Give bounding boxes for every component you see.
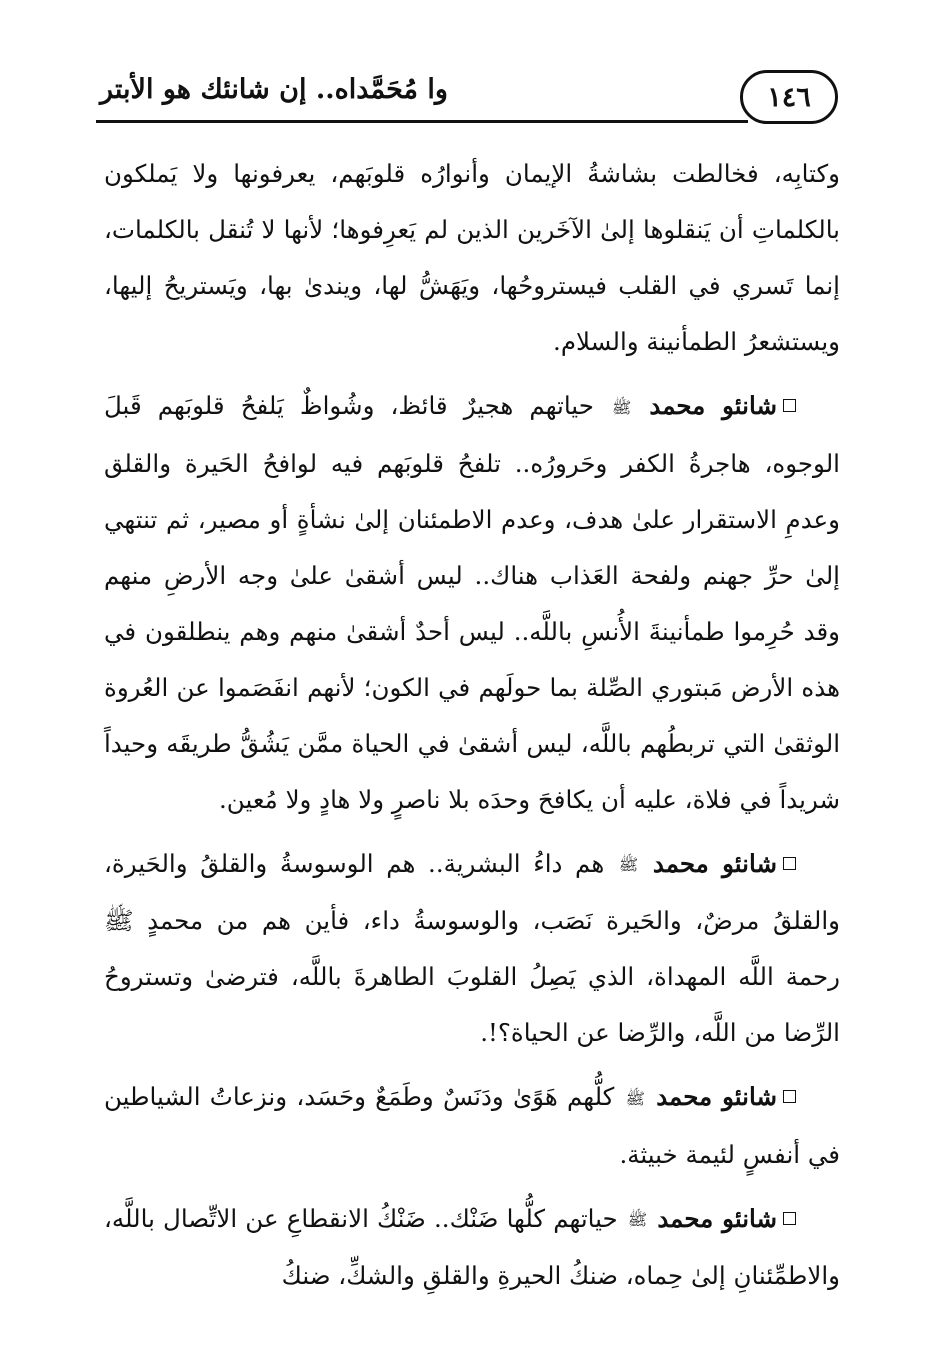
paragraph-lead: شانئو محمد: [652, 848, 777, 878]
pbuh-glyph: ﷺ: [611, 397, 632, 417]
square-bullet-icon: [783, 399, 796, 412]
paragraph-text: كلُّهم هَوًىٰ ودَنَسٌ وطَمَعٌ وحَسَد، ونزعاتُ الشياطين في أنفسٍ لئيمة خبيثة.: [104, 1082, 840, 1169]
paragraph-continuation: [104, 146, 840, 370]
paragraph-lead: شانئو محمد: [649, 391, 777, 420]
header-rule: [96, 120, 748, 123]
body-text: [104, 146, 840, 1312]
paragraph-item: [104, 836, 840, 1062]
square-bullet-icon: [783, 1090, 796, 1103]
paragraph-text: وكتابِه، فخالطت بشاشةُ الإيمان وأنوارُه قلوبَهم، يعرفونها ولا يَملكون بالكلماتِ أن يَنقلوها إلىٰ الآخَرين الذين لم يَعرِفوها؛ لأنها لا تُنقل بالكلمات، إنما تَسري في القلب فيستروحُها، ويَهَشُّ لها، ويندىٰ بها، ويَستريحُ إليها، ويستشعرُ الطمأنينة والسلام.: [104, 159, 840, 356]
running-title: وا مُحَمَّداه.. إن شانئك هو الأبتر: [100, 74, 448, 105]
pbuh-glyph: ﷺ: [618, 855, 639, 874]
page-number: ١٤٦: [740, 70, 838, 124]
pbuh-glyph: ﷺ: [627, 1210, 648, 1229]
square-bullet-icon: [783, 1212, 796, 1225]
page-header: [96, 66, 838, 136]
paragraph-lead: شانئو محمد: [656, 1082, 777, 1111]
paragraph-item: [104, 378, 840, 828]
paragraph-text: حياتهم كلُّها ضَنْك.. ضَنْكُ الانقطاعِ عن الاتِّصال باللَّه، والاطمِّئنانِ إلىٰ حِماه، ضنكُ الحيرةِ والقلقِ والشكِّ، ضنكُ: [104, 1203, 840, 1290]
square-bullet-icon: [783, 857, 796, 870]
paragraph-text: هم داءُ البشرية.. هم الوسوسةُ والقلقُ والحَيرة، والقلقُ مرضٌ، والحَيرة نَصَب، والوسوسةُ داء، فأين هم من محمدٍ ﷺ رحمة اللَّه المهداة، الذي يَصِلُ القلوبَ الطاهرةَ باللَّه، فترضىٰ وتستروحُ الرِّضا من اللَّه، والرِّضا عن الحياة؟!.: [104, 848, 840, 1047]
paragraph-item: [104, 1191, 840, 1305]
pbuh-glyph: ﷺ: [625, 1088, 645, 1108]
paragraph-lead: شانئو محمد: [657, 1203, 778, 1233]
paragraph-text: حياتهم هجيرٌ قائظ، وشُواظٌ يَلفحُ قلوبَهم قَبلَ الوجوه، هاجرةُ الكفر وحَرورُه.. تلفحُ قلوبَهم فيه لوافحُ الحَيرة والقلق وعدمِ الاستقرار علىٰ هدف، وعدم الاطمئنان إلىٰ نشأةٍ أو مصير، ثم تنتهي إلىٰ حرِّ جهنم ولفحة العَذاب هناك.. ليس أشقىٰ علىٰ وجه الأرضِ منهم وقد حُرِموا طمأنينةَ الأُنسِ باللَّه.. ليس أحدٌ أشقىٰ منهم وهم ينطلقون في هذه الأرض مَبتوري الصِّلة بما حولَهم في الكون؛ لأنهم انفَصَموا عن العُروة الوثقىٰ التي تربطُهم باللَّه، ليس أشقىٰ في الحياة ممَّن يَشُقُّ طريقَه وحيداً شريداً في فلاة، عليه أن يكافحَ وحدَه بلا ناصرٍ ولا هادٍ ولا مُعين.: [104, 391, 840, 814]
paragraph-item: [104, 1069, 840, 1183]
